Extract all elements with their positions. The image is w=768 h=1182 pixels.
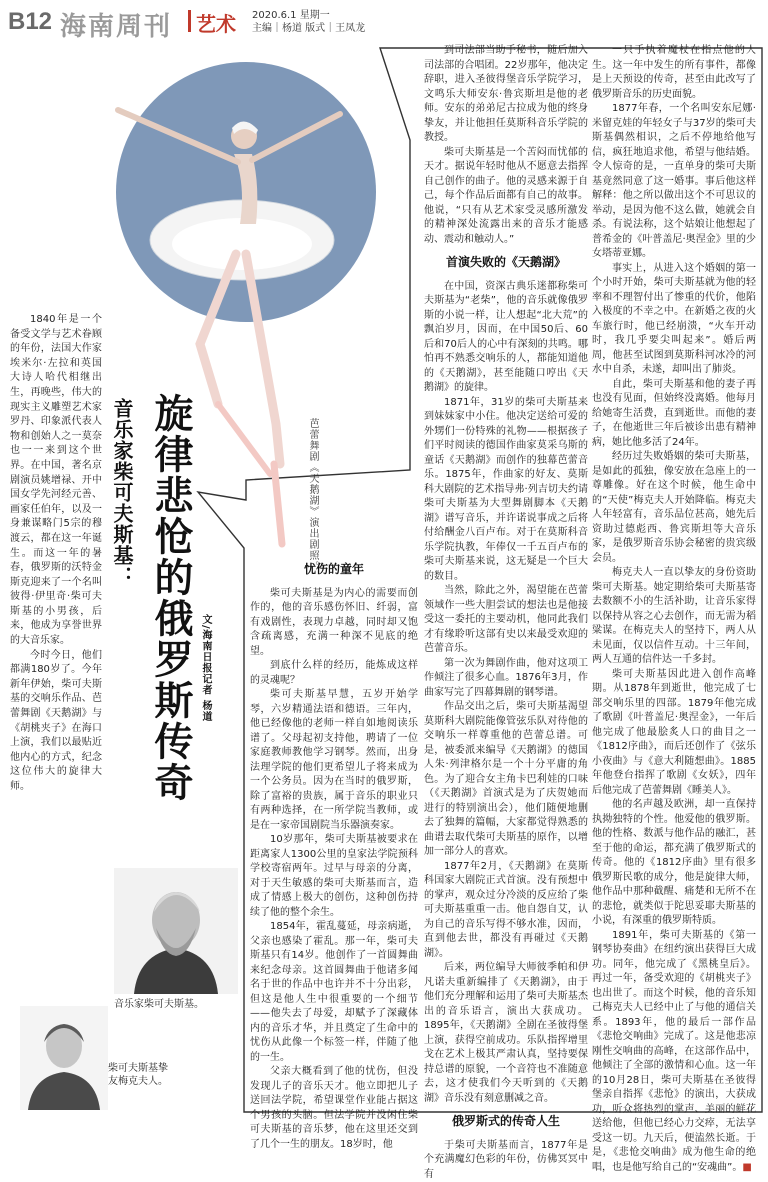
paragraph: 父亲大概看到了他的忧伤，但没发现儿子的音乐天才。他立即把儿子送回法学院，希望课堂作业能占据这个男孩的头脑。但法学院并没闲住柴可夫斯基的音乐梦，他在这里还交到了几个一生的朋友。18岁时，他	[250, 1065, 418, 1152]
paragraph: 柴可夫斯基是为内心的需要而创作的，他的音乐感伤怀旧、纤弱，富有戏剧性，表现力卓越，同时却又饱含疏离感，充满一种深不见底的绝望。	[250, 587, 418, 660]
tchaikovsky-portrait	[114, 868, 238, 994]
meck-caption: 柴可夫斯基挚友梅克夫人。	[108, 1062, 172, 1088]
masthead	[0, 0, 768, 44]
section-label: 艺术	[196, 8, 236, 37]
paragraph: 柴可夫斯基早慧，五岁开始学琴，六岁精通法语和德语。三年内，他已经像他的老师一样自如地阅读乐谱了。父母起初支持他，聘请了一位家庭教师教他学习钢琴。然而，出身法理学院的他们更希望儿子将来成为一个公务员。因为在当时的俄罗斯，除了富裕的贵族，属于音乐的职业只有两种选择，在一所学院当教师，或是在一家帝国剧院当乐器演奏家。	[250, 688, 418, 833]
paragraph: 于柴可夫斯基而言，1877年是个充满魔幻色彩的年份，仿佛冥冥中有	[424, 1139, 588, 1182]
tchaikovsky-photo	[114, 868, 238, 1008]
masthead-meta	[252, 9, 365, 35]
meck-photo	[20, 1006, 108, 1110]
paragraph: 后来，两位编导大师彼季帕和伊凡诺夫重新编排了《天鹅湖》，由于他们充分理解和运用了柴可夫斯基杰出的音乐语言，演出大获成功。1895年，《天鹅湖》全剧在圣彼得堡上演，获得空前成功。乐队指挥增里戈在艺术上极其严肃认真，坚持要保持总谱的原貌，一个音符也不准随意去，这才使我们今天听到的《天鹅湖》音乐没有刻意删减之音。	[424, 961, 588, 1106]
paragraph: 柴可夫斯基是一个苦闷而忧郁的天才。据说年轻时他从不愿意去指挥自己创作的曲子。他的灵感来源于自己，每个作品后面都有自己的故事。他说，“只有从艺术家受灵感所激发的精神深处流露出来的音乐才能感动、震动和触动人。”	[424, 146, 588, 248]
paragraph: 10岁那年，柴可夫斯基被要求在距离家人1300公里的皇家法学院预科学校寄宿两年。过早与母亲的分离，对于天生敏感的柴可夫斯基而言，造成了情感上极大的创伤，这种创伤持续了他的整个余生。	[250, 833, 418, 920]
section-heading: 俄罗斯式的传奇人生	[424, 1114, 588, 1129]
headline-subtitle: 音乐家柴可夫斯基：	[108, 398, 137, 587]
meck-portrait	[20, 1006, 108, 1110]
staff-line: 主编｜杨道 版式｜王凤龙	[252, 22, 365, 35]
headline-title: 旋律悲怆的俄罗斯传奇	[142, 393, 198, 803]
paragraph: 一只手执着魔杖在指点他的人生。这一年中发生的所有事件，都像是上天预设的传奇，甚至由此改写了俄罗斯音乐的历史面貌。	[592, 44, 756, 102]
paragraph-text: 1891年，柴可夫斯基的《第一钢琴协奏曲》在纽约演出获得巨大成功。同年，他完成了《黑桃皇后》。再过一年，备受欢迎的《胡桃夹子》也出世了。而这个时候，他的音乐知己梅克夫人已经中止了与他的通信关系。1893年，他的最后一部作品《悲怆交响曲》完成了。这是他悲凉刚性交响曲的高峰，在这部作品中，他倾注了全部的激情和心血。这一年的10月28日，柴可夫斯基在圣彼得堡亲自指挥《悲怆》的演出，大获成功，听众将热烈的掌声、美丽的鲜花送给他，但他已经心力交瘁，无法享受这一切。九天后，便溘然长逝。于是，《悲怆交响曲》成为他生命的绝唱，也是他写给自己的“安魂曲”。	[592, 930, 756, 1173]
paragraph: 经历过失败婚姻的柴可夫斯基，是如此的孤独，像安放在急座上的一尊雕像。好在这个时候，他生命中的“天使”梅克夫人开始降临。梅克夫人年轻富有，音乐品位甚高，她先后资助过德彪西、鲁宾斯坦等大音乐家，是俄罗斯音乐协会秘密的贵宾级会员。	[592, 450, 756, 566]
paragraph	[592, 929, 756, 1176]
date-line: 2020.6.1 星期一	[252, 9, 365, 22]
paragraph: 当然，除此之外，渴望能在芭蕾领域作一些大胆尝试的想法也是他接受这一委托的主要动机，他同此我们才有缘聆听这部有史以来最受欢迎的芭蕾音乐。	[424, 584, 588, 657]
paragraph: 1871年，31岁的柴可夫斯基来到妹妹家中小住。他决定送给可爱的外甥们一份特殊的礼物——根据孩子们平时阅读的德国作曲家莫采乌斯的童话《天鹅湖》而创作的独幕芭蕾音乐。1875年，作曲家的好友、莫斯科大剧院的艺术指导弗·列吉切夫约请柴可夫斯基为大型舞剧脚本《天鹅湖》谱写音乐，并许诺说事成之后将付给酬金八百卢布。对于在莫斯科音乐学院执教，年俸仅一千五百卢布的柴可夫斯基来说，这无疑是一个巨大的数目。	[424, 396, 588, 585]
paragraph: 梅克夫人一直以挚友的身份资助柴可夫斯基。她定期给柴可夫斯基寄去数额不小的生活补助，让音乐家得以保持从容之心去创作，而无需为稻粱谋。在梅克夫人的坚持下，两人从未见面，仅以信件互动。十三年间，两人互通的信件达一千多封。	[592, 566, 756, 668]
byline: 文/海南日报记者 杨道	[198, 614, 213, 722]
article-column-3	[592, 44, 756, 1175]
paragraph: 在中国，资深古典乐迷都称柴可夫斯基为“老柴”，他的音乐就像俄罗斯的小说一样，让人想起“北大荒”的飘泊岁月，因而，在中国50后、60后和70后人的心中有深刻的共鸣。哪怕再不熟悉交响乐的人，都能知道他的《天鹅湖》，甚至能随口哼出《天鹅湖》的旋律。	[424, 280, 588, 396]
page-number: B12	[8, 8, 52, 36]
paragraph: 到司法部当助手秘书，随后加入司法部的合唱团。22岁那年，他决定辞职，进入圣彼得堡音乐学院学习，文鸣乐大师安东·鲁宾斯坦是他的老师。安东的弟弟尼古拉成为他的终身挚友，并让他担任莫斯科音乐学院的教授。	[424, 44, 588, 146]
paragraph: 柴可夫斯基因此进入创作高峰期。从1878年到逝世，他完成了七部交响乐里的四部。1879年他完成了歌剧《叶普盖尼·奥涅金》，一年后他完成了他最脍炙人口的曲目之一《1812序曲》，而后还创作了《弦乐小夜曲》与《意大利随想曲》。1885年他登台指挥了歌剧《女妖》，四年后他完成了芭蕾舞剧《睡美人》。	[592, 668, 756, 799]
article-column-1	[250, 554, 418, 1152]
paragraph: 1854年，霍乱蔓延，母亲病逝，父亲也感染了霍乱。那一年，柴可夫斯基只有14岁。他创作了一首圆舞曲来纪念母亲。这首圆舞曲于他诸多闻名于世的作品中也许并不十分出彩，但这是他人生中很重要的一个细节——他失去了母爱，却赋予了深藏体内的音乐才华，并且奠定了生命中的忧伤从此像一个标签一样，伴随了他的一生。	[250, 920, 418, 1065]
hero-caption: 芭蕾舞剧《天鹅湖》演出剧照。	[305, 418, 320, 572]
section-heading: 首演失败的《天鹅湖》	[424, 255, 588, 270]
article-column-2	[424, 44, 588, 1182]
sidebar-paragraph: 今时今日，他们都满180岁了。今年新年伊始，柴可夫斯基的交响乐作品、芭蕾舞剧《天鹅湖》与《胡桃夹子》在海口上演，我们以最贴近他内心的方式，纪念这位伟大的旋律大师。	[10, 649, 102, 795]
sidebar-intro	[10, 313, 102, 795]
paragraph: 第一次为舞剧作曲，他对这项工作倾注了很多心血。1876年3月，作曲家写完了四幕舞剧的钢琴谱。	[424, 657, 588, 701]
sidebar-paragraph: 1840年是一个备受文学与艺术眷顾的年份，法国大作家埃米尔·左拉和英国大诗人哈代相继出生，再晚些，伟大的现实主义雕塑艺术家罗丹、印象派代表人物和创始人之一莫奈也一一来到这个世界。在中国，著名京剧演员姚增禄、开中国女学先河经元善、画家任伯年，以及一身兼谋略门5宗的穆渡云，都在这一年诞生。而这一年的暑春，俄罗斯的沃特金斯克迎来了一个名叫彼得·伊里奇·柴可夫斯基的小男孩，后来，他成为享誉世界的大音乐家。	[10, 313, 102, 649]
paragraph: 事实上，从进入这个婚姻的第一个小时开始，柴可夫斯基就为他的轻率和不理智付出了惨重的代价，他陷入极度的不幸之中。在新婚之夜的火车旅行时，他已经崩溃，“火车开动时，我几乎要尖叫起来”。婚后两周，他甚至试图到莫斯科河冰冷的河水中自杀，未遂，却叫出了肺炎。	[592, 262, 756, 378]
paragraph: 到底什么样的经历，能炼成这样的灵魂呢？	[250, 659, 418, 688]
section-heading: 忧伤的童年	[250, 562, 418, 577]
end-mark: ■	[742, 1162, 751, 1173]
tchaikovsky-caption: 音乐家柴可夫斯基。	[114, 998, 254, 1012]
paper-name: 海南周刊	[60, 6, 172, 43]
paragraph: 1877年2月，《天鹅湖》在莫斯科国家大剧院正式首演。没有预想中的掌声，观众过分冷淡的反应给了柴可夫斯基重重一击。他自怨自艾，认为自己的音乐写得不够水准，因而，直到他去世，都没有再碰过《天鹅湖》。	[424, 860, 588, 962]
paragraph: 1877年春，一个名叫安东尼娜·米留克娃的年轻女子与37岁的柴可夫斯基偶然相识，之后不停地给他写信，疯狂地追求他，希望与他结婚。令人惊奇的是，一直单身的柴可夫斯基竟然同意了这一婚事。事后他这样解释：他之所以做出这个不可思议的举动，是因为他不这么做，她就会自杀。有说法称，这个姑娘让他想起了普希金的《叶普盖尼·奥涅金》里的少女塔蒂亚娜。	[592, 102, 756, 262]
paragraph: 自此，柴可夫斯基和他的妻子再也没有见面，但始终没离婚。他每月给她寄生活费，直到逝世。而他的妻子，在他逝世三年后被诊出患有精神病，她比他多活了24年。	[592, 378, 756, 451]
paragraph: 他的名声越及欧洲，却一直保持执拗独特的个性。他爱他的俄罗斯。他的性格、数派与他作品的融汇，甚至于他的命运，都充满了俄罗斯式的传奇。他的《1812序曲》里有很多俄罗斯民歌的成分，他是旋律大师，他作品中那种截醒、痛楚和无所不在的悲怆，就类似于陀思妥耶夫斯基的小说，有深重的俄罗斯特质。	[592, 798, 756, 929]
paragraph: 作品交出之后，柴可夫斯基渴望莫斯科大剧院能像管弦乐队对待他的交响乐一样尊重他的芭蕾总谱。可是，被委派来编导《天鹅湖》的德国人朱·列津格尔是一个十分平庸的角色。为了迎合女主角卡巴利娃的口味（《天鹅湖》首演式是为了庆贺她而进行的特别演出会），他们随便地删去了独舞的篇幅，大家都觉得熟悉的曲谱去取代柴可夫斯基的原作，以增加一部分人的喜欢。	[424, 700, 588, 860]
